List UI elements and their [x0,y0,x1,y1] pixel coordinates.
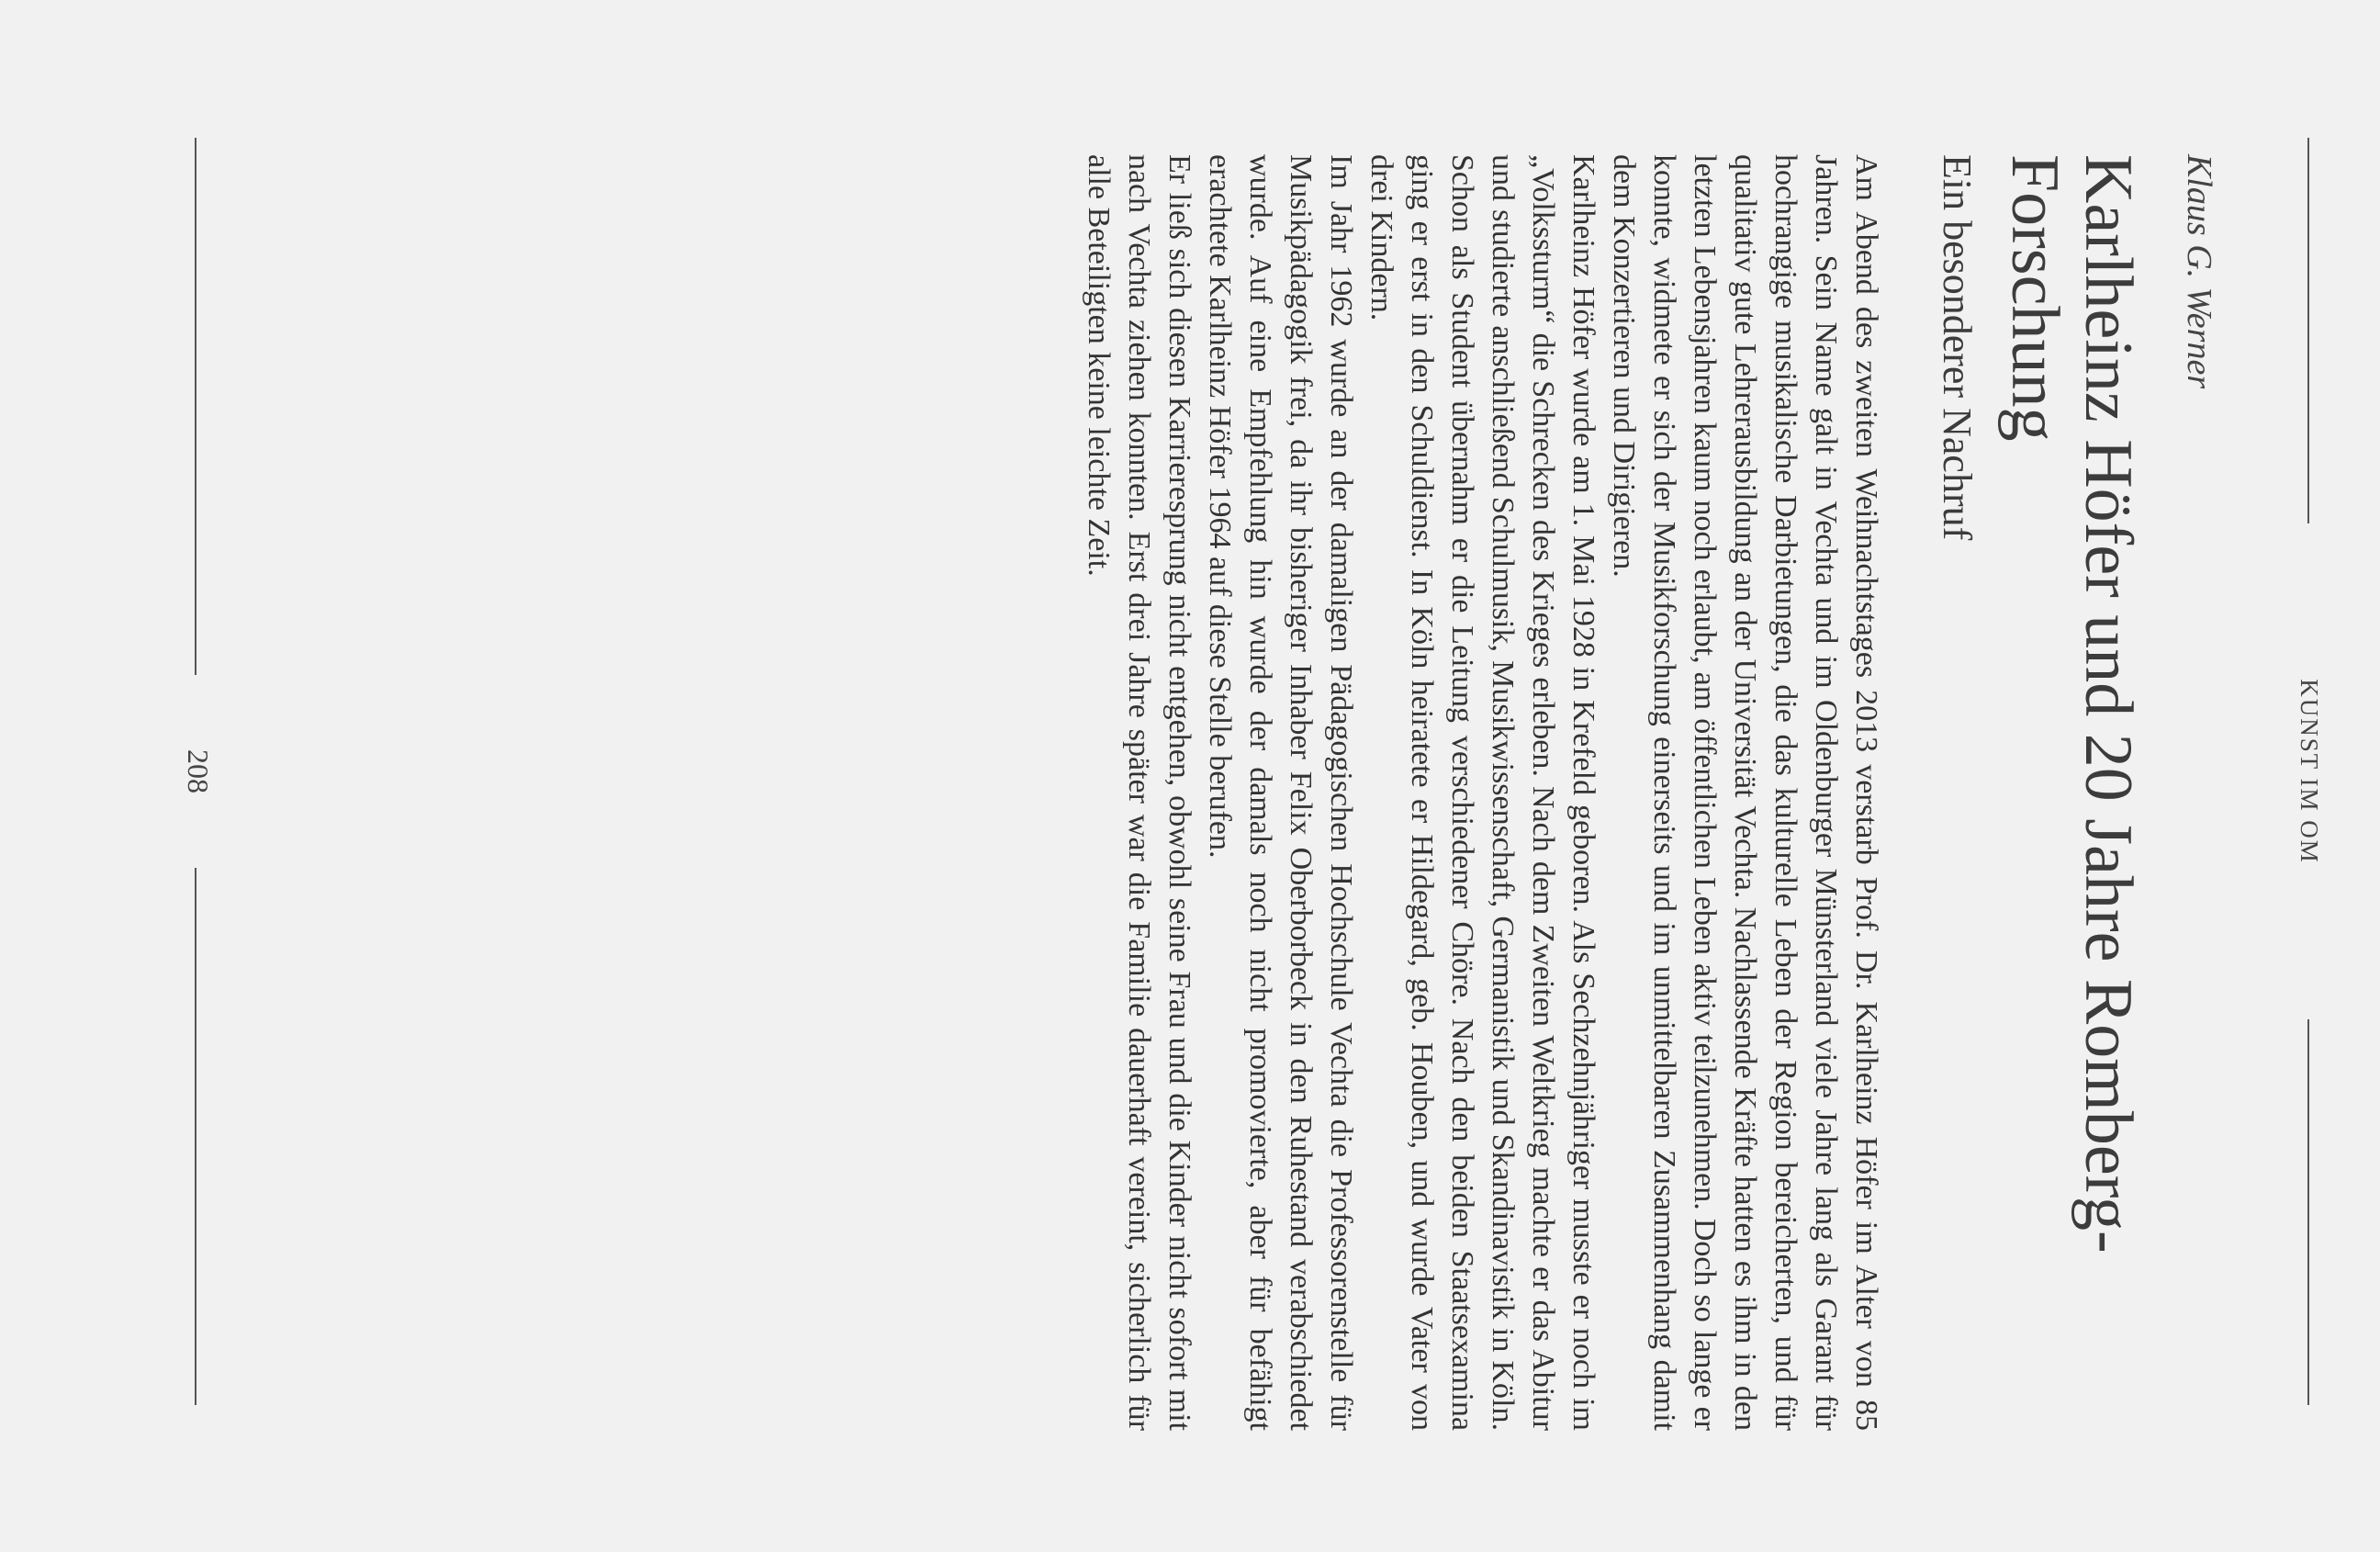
header-rule-left [2307,138,2309,523]
paragraph: Am Abend des zweiten Weihnachtstages 2013 verstarb Prof. Dr. Karlheinz Höfer im Alter von 85 Jahren. Sein Name galt in Vechta und im Oldenburger Münsterland viele Jahre lang als Garant für hochrangige musikalische Darbietungen, die das kulturelle Leben der Region bereicherten, und für qualitativ gute Lehrerausbildung an der Universität Vechta. Nachlassende Kräfte hatten es ihm in den letzten Lebensjahren kaum noch erlaubt, am öffentlichen Leben aktiv teilzunehmen. Doch so lange er konnte, widmete er sich der Musikforschung einerseits und im unmittelbaren Zusammenhang damit dem Konzertieren und Dirigieren. [1607,154,1883,1431]
section-header: KUNST IM OM [2296,679,2323,864]
article-body [1078,154,1886,1431]
article-author: Klaus G. Werner [2180,154,2218,389]
paragraph: Im Jahr 1962 wurde an der damaligen Pädagogischen Hochschule Vechta die Professorenstelle für Musikpädagogik frei, da ihr bisheriger Inhaber Felix Oberborbeck in den Ruhestand verabschiedet wurde. Auf eine Empfehlung hin wurde der damals noch nicht promovierte, aber für befähigt erachtete Karlheinz Höfer 1964 auf diese Stelle berufen. [1203,154,1358,1431]
header-rule-right [2307,1019,2309,1405]
paragraph: Er ließ sich diesen Karrieresprung nicht entgehen, obwohl seine Frau und die Kinder nicht sofort mit nach Vechta ziehen konnten. Erst drei Jahre später war die Familie dauerhaft vereint, sicherlich für alle Beteiligten keine leichte Zeit. [1082,154,1196,1431]
article-subtitle: Ein besonderer Nachruf [1935,154,1980,541]
footer-rule-left [195,138,196,675]
paragraph: Karlheinz Höfer wurde am 1. Mai 1928 in Krefeld geboren. Als Sechzehnjähriger musste er noch im „Volkssturm“ die Schrecken des Krieges erleben. Nach dem Zweiten Weltkrieg machte er das Abitur und studierte anschließend Schulmusik, Musikwissenschaft, Germanistik und Skandinavistik in Köln. Schon als Student übernahm er die Leitung verschiedener Chöre. Nach den beiden Staatsexamina ging er erst in den Schuldienst. In Köln heiratete er Hildegard, geb. Houben, und wurde Vater von drei Kindern. [1364,154,1600,1431]
footer-rule-right [195,868,196,1405]
page-number: 208 [182,749,215,793]
article-title: Karlheinz Höfer und 20 Jahre Romberg-Forschung [1997,154,2146,1254]
